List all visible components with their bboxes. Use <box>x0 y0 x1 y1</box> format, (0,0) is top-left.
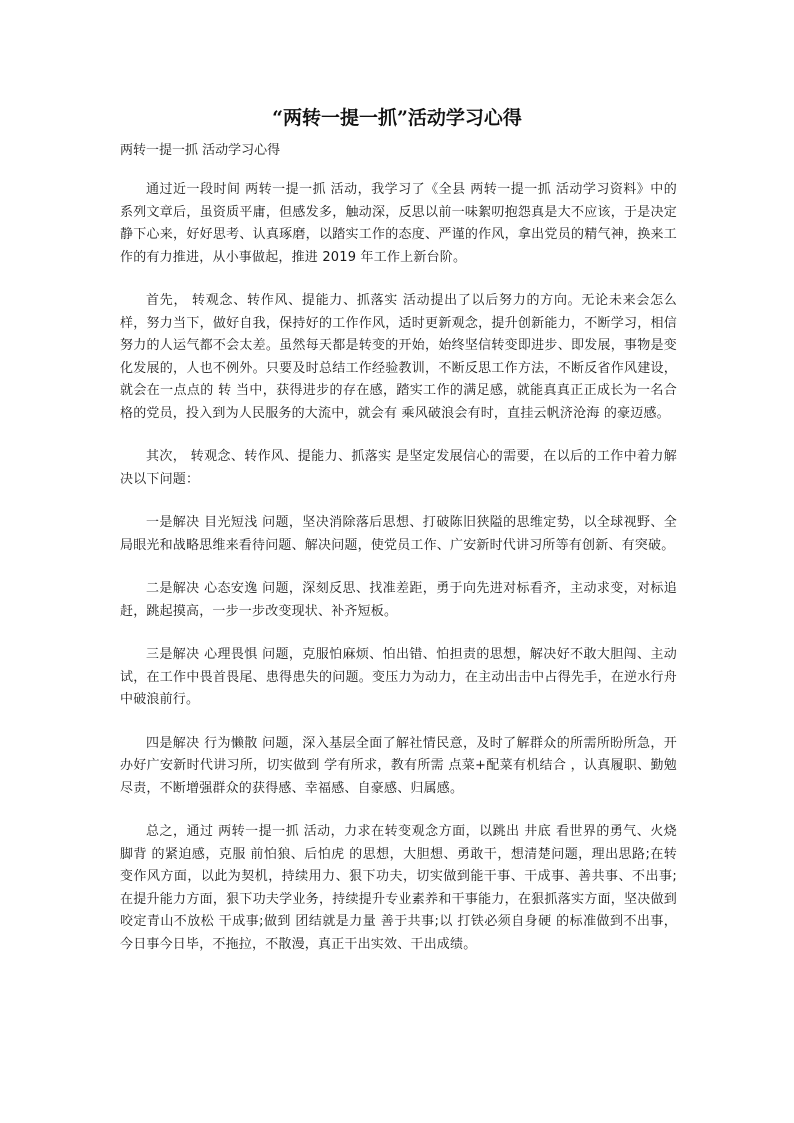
page-title: “两转一提一抓”活动学习心得 <box>272 107 522 129</box>
document-subtitle: 两转一提一抓 活动学习心得 <box>120 143 281 158</box>
paragraph-second: 其次， 转观念、转作风、提能力、抓落实 是坚定发展信心的需要，在以后的工作中着力解决以下问题： <box>120 449 677 487</box>
paragraph-issue-2: 二是解决 心态安逸 问题，深刻反思、找准差距，勇于向先进对标看齐，主动求变，对标追赶，跳起摸高，一步一步改变现状、补齐短板。 <box>120 581 677 619</box>
paragraph-intro: 通过近一段时间 两转一提一抓 活动，我学习了《全县 两转一提一抓 活动学习资料》中的系列文章后，虽资质平庸，但感发多，触动深，反思以前一味絮叨抱怨真是大不应该，于是决定静下心来，好好思考、认真琢磨，以踏实工作的态度、严谨的作风，拿出党员的精气神，换来工作的有力推进，从小事做起，推进 2019 年工作上新台阶。 <box>120 182 677 265</box>
paragraph-issue-4: 四是解决 行为懒散 问题，深入基层全面了解社情民意，及时了解群众的所需所盼所急，开办好广安新时代讲习所，切实做到 学有所求，教有所需 点菜+配菜有机结合 ，认真履职、勤勉尽责，不断增强群众的获得感、幸福感、自豪感、归属感。 <box>120 735 677 796</box>
document-body <box>120 140 677 977</box>
paragraph-first: 首先， 转观念、转作风、提能力、抓落实 活动提出了以后努力的方向。无论未来会怎么样，努力当下，做好自我，保持好的工作作风，适时更新观念，提升创新能力，不断学习，相信努力的人运气都不会太差。虽然每天都是转变的开始，始终坚信转变即进步、即发展，事物是变化发展的，人也不例外。只要及时总结工作经验教训，不断反思工作方法，不断反省作风建设，就会在一点点的 转 当中，获得进步的存在感，踏实工作的满足感，就能真真正正成长为一名合格的党员，投入到为人民服务的大流中，就会有 乘风破浪会有时，直挂云帆济沧海 的豪迈感。 <box>120 293 677 421</box>
paragraph-conclusion: 总之，通过 两转一提一抓 活动，力求在转变观念方面，以跳出 井底 看世界的勇气、火烧脚背 的紧迫感，克服 前怕狼、后怕虎 的思想，大胆想、勇敢干，想清楚问题，理出思路;在转变作风方面，以此为契机，持续用力、狠下功夫，切实做到能干事、干成事、善共事、不出事;在提升能力方面，狠下功夫学业务，持续提升专业素养和干事能力，在狠抓落实方面，坚决做到 咬定青山不放松 干成事;做到 团结就是力量 善于共事;以 打铁必须自身硬 的标准做到不出事，今日事今日毕，不拖拉，不散漫，真正干出实效、干出成绩。 <box>120 824 677 952</box>
paragraph-issue-1: 一是解决 目光短浅 问题，坚决消除落后思想、打破陈旧狭隘的思维定势，以全球视野、全局眼光和战略思维来看待问题、解决问题，使党员工作、广安新时代讲习所等有创新、有突破。 <box>120 515 677 553</box>
paragraph-issue-3: 三是解决 心理畏惧 问题，克服怕麻烦、怕出错、怕担责的思想，解决好不敢大胆闯、主动试，在工作中畏首畏尾、患得患失的问题。变压力为动力，在主动出击中占得先手，在逆水行舟中破浪前行。 <box>120 647 677 707</box>
